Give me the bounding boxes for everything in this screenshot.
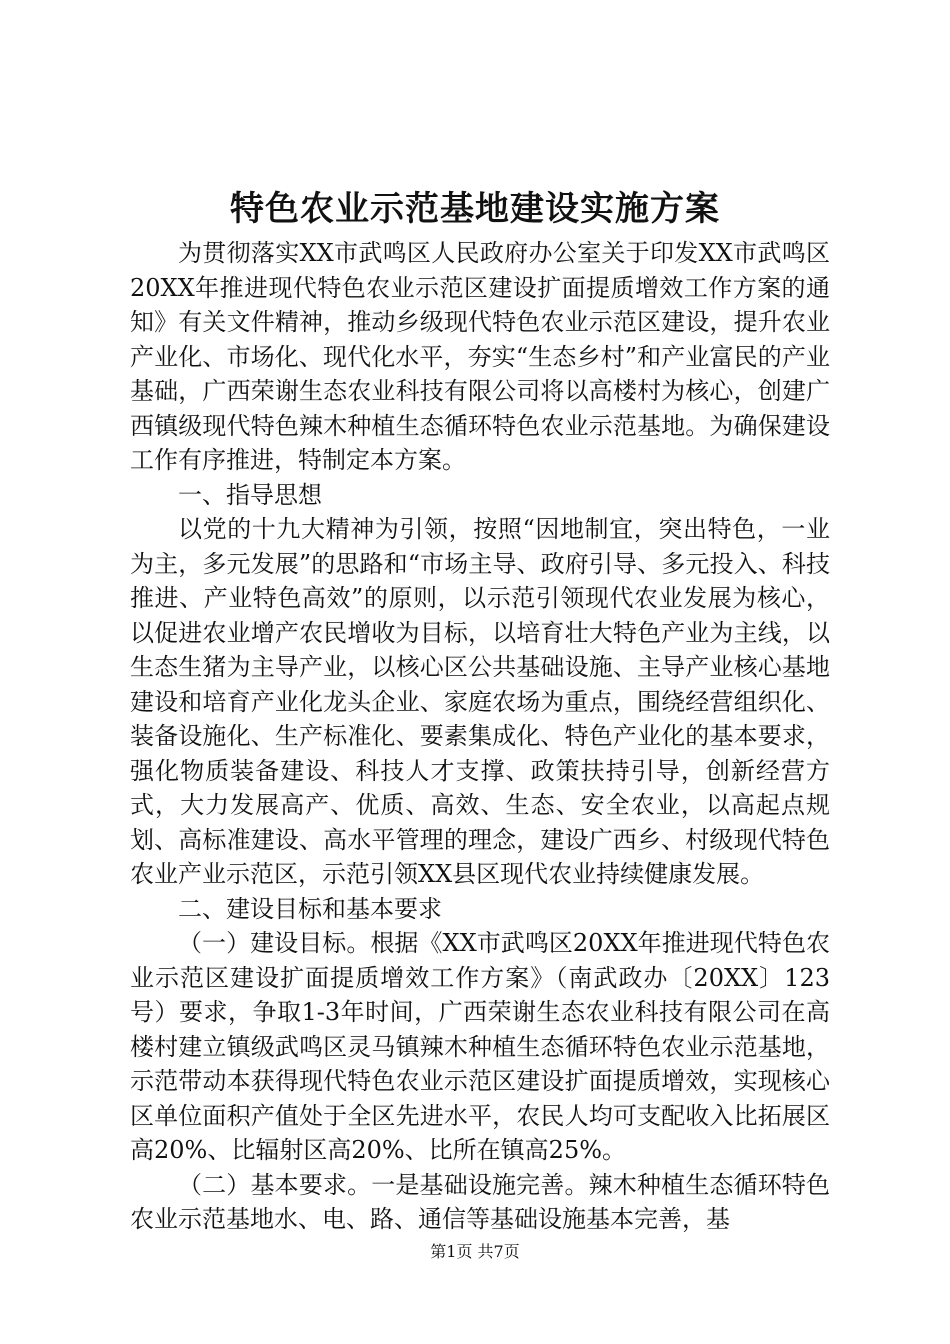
paragraph-basic-requirements: （二）基本要求。一是基础设施完善。辣木种植生态循环特色农业示范基地水、电、路、通信等基础设施基本完善，基 (130, 1170, 830, 1233)
document-body (130, 236, 830, 1237)
paragraph-intro: 为贯彻落实XX市武鸣区人民政府办公室关于印发XX市武鸣区20XX年推进现代特色农业示范区建设扩面提质增效工作方案的通知》有关文件精神，推动乡级现代特色农业示范区建设，提升农业产业化、市场化、现代化水平，夯实“生态乡村”和产业富民的产业基础，广西荣谢生态农业科技有限公司将以高楼村为核心，创建广西镇级现代特色辣木种植生态循环特色农业示范基地。为确保建设工作有序推进，特制定本方案。 (130, 239, 830, 474)
document-title: 特色农业示范基地建设实施方案 (230, 189, 720, 229)
paragraph-construction-goal: （一）建设目标。根据《XX市武鸣区20XX年推进现代特色农业示范区建设扩面提质增效工作方案》（南武政办〔20XX〕123号）要求，争取1-3年时间，广西荣谢生态农业科技有限公司在高楼村建立镇级武鸣区灵马镇辣木种植生态循环特色农业示范基地，示范带动本获得现代特色农业示范区建设扩面提质增效，实现核心区单位面积产值处于全区先进水平，农民人均可支配收入比拓展区高20%、比辐射区高20%、比所在镇高25%。 (130, 929, 830, 1164)
heading-guiding-ideology: 一、指导思想 (178, 480, 322, 509)
heading-goals-requirements: 二、建设目标和基本要求 (178, 894, 442, 923)
paragraph-guiding-ideology: 以党的十九大精神为引领，按照“因地制宜，突出特色，一业为主，多元发展”的思路和“市场主导、政府引导、多元投入、科技推进、产业特色高效”的原则，以示范引领现代农业发展为核心，以促进农业增产农民增收为目标，以培育壮大特色产业为主线，以生态生猪为主导产业，以核心区公共基础设施、主导产业核心基地建设和培育产业化龙头企业、家庭农场为重点，围绕经营组织化、装备设施化、生产标准化、要素集成化、特色产业化的基本要求，强化物质装备建设、科技人才支撑、政策扶持引导，创新经营方式，大力发展高产、优质、高效、生态、安全农业，以高起点规划、高标准建设、高水平管理的理念，建设广西乡、村级现代特色农业产业示范区，示范引领XX县区现代农业持续健康发展。 (130, 515, 830, 888)
page-footer: 第1页 共7页 (430, 1242, 520, 1261)
